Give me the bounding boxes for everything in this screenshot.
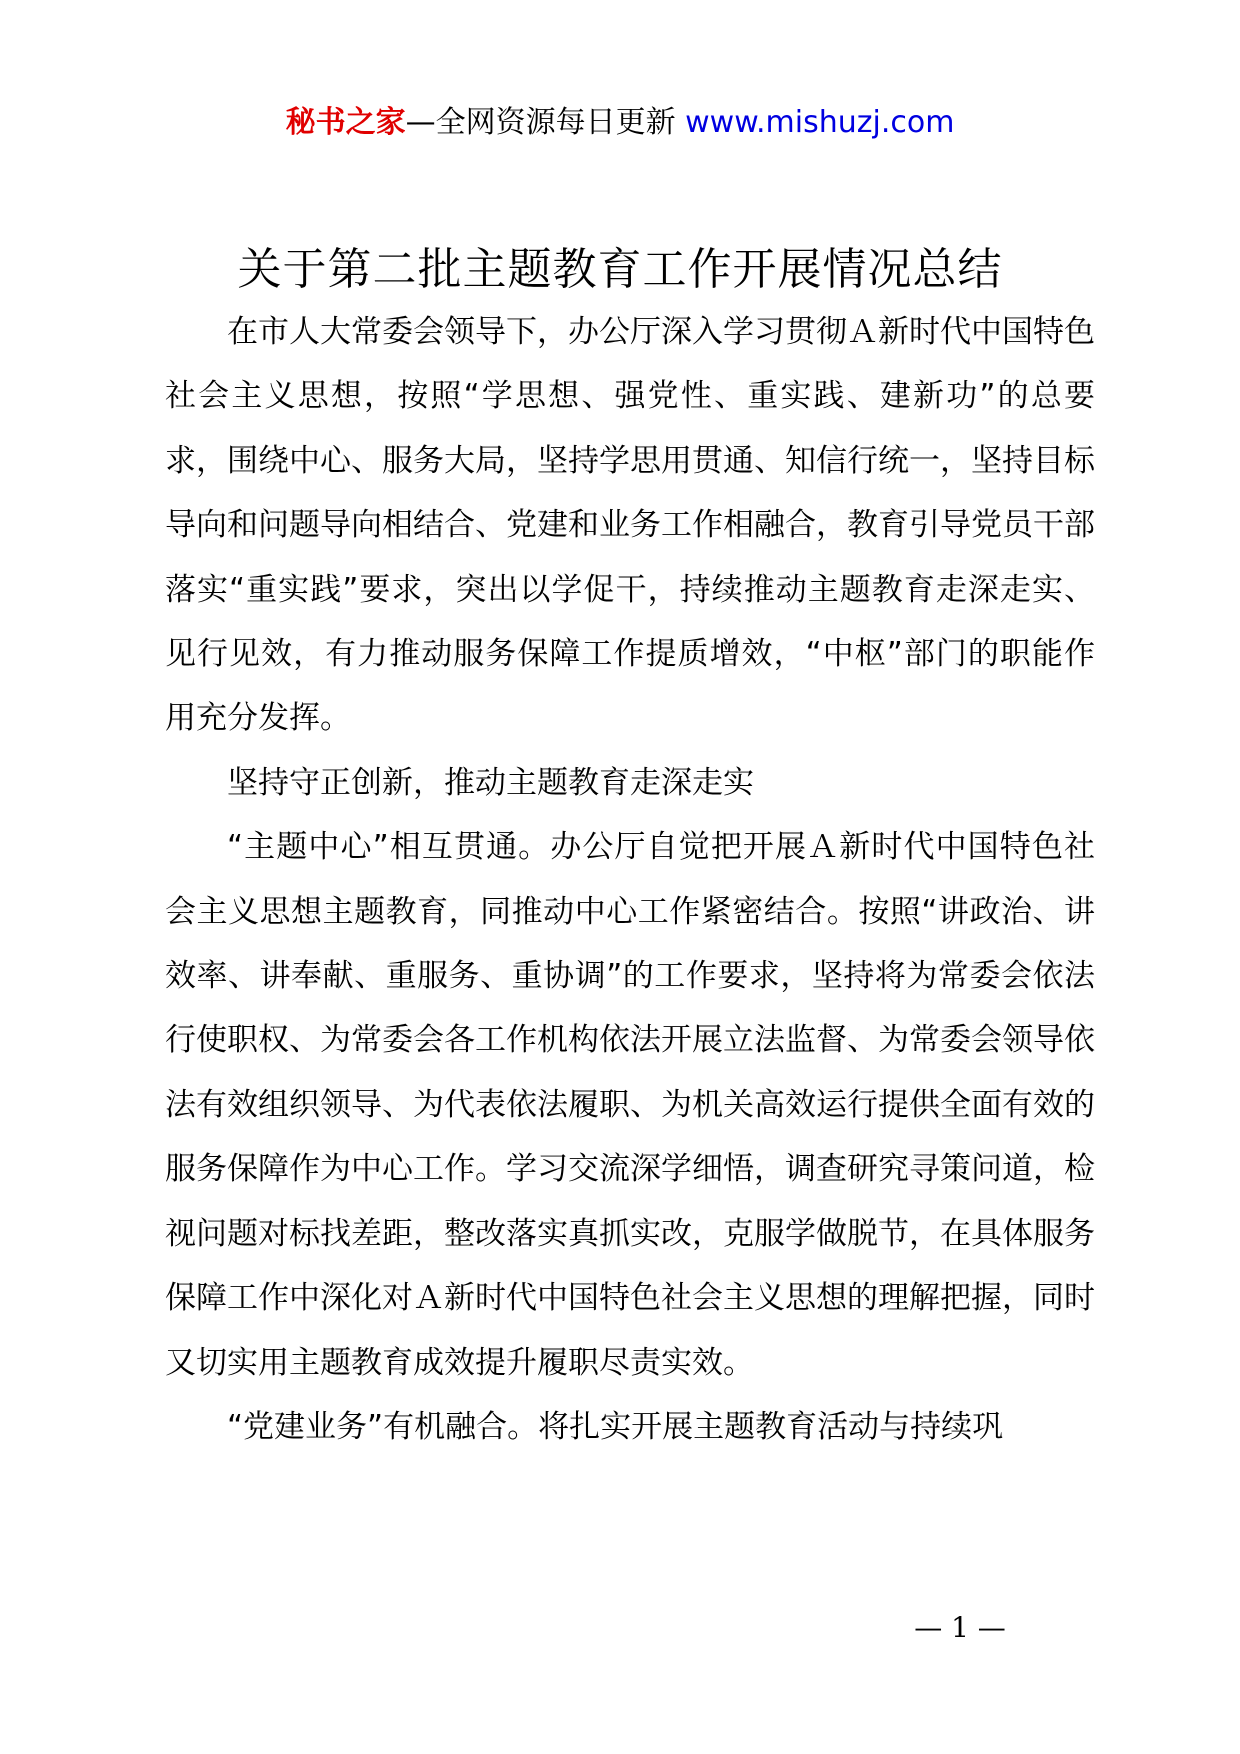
paragraph-intro: 在市人大常委会领导下，办公厅深入学习贯彻Ａ新时代中国特色社会主义思想，按照“学思想、强党性、重实践、建新功”的总要求，围绕中心、服务大局，坚持学思用贯通、知信行统一，坚持目标导向和问题导向相结合、党建和业务工作相融合，教育引导党员干部落实“重实践”要求，突出以学促干，持续推动主题教育走深走实、见行见效，有力推动服务保障工作提质增效，“中枢”部门的职能作用充分发挥。 bbox=[165, 314, 1095, 737]
section-heading: 坚持守正创新，推动主题教育走深走实 bbox=[227, 764, 754, 801]
document-body bbox=[165, 300, 1095, 1459]
page-number: — 1 — bbox=[914, 1611, 1006, 1644]
site-brand: 秘书之家 bbox=[285, 105, 406, 140]
site-tagline: —全网资源每日更新 bbox=[405, 105, 676, 140]
document-title: 关于第二批主题教育工作开展情况总结 bbox=[237, 244, 1003, 295]
paragraph-party-business: “党建业务”有机融合。将扎实开展主题教育活动与持续巩 bbox=[227, 1408, 1004, 1445]
site-header bbox=[0, 100, 1240, 146]
paragraph-theme-center: “主题中心”相互贯通。办公厅自觉把开展Ａ新时代中国特色社会主义思想主题教育，同推动中心工作紧密结合。按照“讲政治、讲效率、讲奉献、重服务、重协调”的工作要求，坚持将为常委会依法行使职权、为常委会各工作机构依法开展立法监督、为常委会领导依法有效组织领导、为代表依法履职、为机关高效运行提供全面有效的服务保障作为中心工作。学习交流深学细悟，调查研究寻策问道，检视问题对标找差距，整改落实真抓实改，克服学做脱节，在具体服务保障工作中深化对Ａ新时代中国特色社会主义思想的理解把握，同时又切实用主题教育成效提升履职尽责实效。 bbox=[165, 829, 1095, 1381]
site-url-link[interactable]: www.mishuzj.com bbox=[685, 105, 955, 140]
